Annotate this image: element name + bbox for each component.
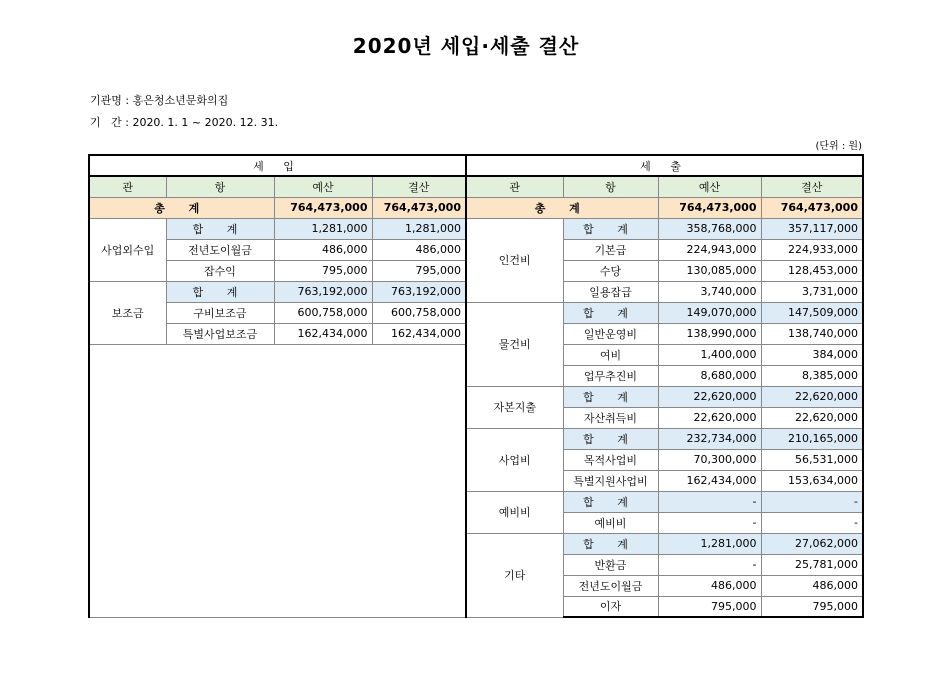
income-budget: 600,758,000 [274, 302, 372, 323]
expense-category: 예비비 [466, 491, 563, 533]
expense-total-budget: 764,473,000 [658, 197, 761, 218]
expense-budget: 486,000 [658, 575, 761, 596]
income-settled: 600,758,000 [372, 302, 466, 323]
income-empty-area [89, 344, 466, 617]
expense-item: 이자 [563, 596, 658, 617]
expense-total-label: 총 계 [466, 197, 658, 218]
income-settled: 1,281,000 [372, 218, 466, 239]
income-item: 합 계 [166, 218, 274, 239]
page-title: 2020년 세입·세출 결산 [352, 34, 580, 58]
expense-column-header: 예산 [658, 176, 761, 197]
income-item: 잡수익 [166, 260, 274, 281]
expense-item: 전년도이월금 [563, 575, 658, 596]
expense-settled: 25,781,000 [761, 554, 863, 575]
expense-budget: 224,943,000 [658, 239, 761, 260]
income-total-settled: 764,473,000 [372, 197, 466, 218]
expense-total-settled: 764,473,000 [761, 197, 863, 218]
income-budget: 1,281,000 [274, 218, 372, 239]
expense-settled: - [761, 491, 863, 512]
income-category: 사업외수입 [89, 218, 166, 281]
expense-item: 합 계 [563, 386, 658, 407]
expense-budget: 232,734,000 [658, 428, 761, 449]
expense-budget: - [658, 512, 761, 533]
income-column-header: 항 [166, 176, 274, 197]
expense-item: 일용잡급 [563, 281, 658, 302]
expense-settled: 357,117,000 [761, 218, 863, 239]
expense-item: 합 계 [563, 533, 658, 554]
unit-label: (단위 : 원) [815, 141, 862, 152]
expense-settled: 224,933,000 [761, 239, 863, 260]
expense-category: 물건비 [466, 302, 563, 386]
expense-settled: - [761, 512, 863, 533]
expense-budget: 358,768,000 [658, 218, 761, 239]
expense-item: 업무추진비 [563, 365, 658, 386]
expense-item: 수당 [563, 260, 658, 281]
expense-budget: 3,740,000 [658, 281, 761, 302]
expense-item: 자산취득비 [563, 407, 658, 428]
income-column-header: 결산 [372, 176, 466, 197]
income-item: 구비보조금 [166, 302, 274, 323]
expense-settled: 384,000 [761, 344, 863, 365]
expense-budget: - [658, 491, 761, 512]
income-column-header: 예산 [274, 176, 372, 197]
expense-budget: 8,680,000 [658, 365, 761, 386]
expense-settled: 486,000 [761, 575, 863, 596]
income-settled: 162,434,000 [372, 323, 466, 344]
expense-budget: 138,990,000 [658, 323, 761, 344]
period-text: 기 간 : 2020. 1. 1 ~ 2020. 12. 31. [90, 116, 279, 129]
expense-category: 자본지출 [466, 386, 563, 428]
expense-settled: 27,062,000 [761, 533, 863, 554]
expense-budget: 1,281,000 [658, 533, 761, 554]
expense-category: 인건비 [466, 218, 563, 302]
expense-settled: 22,620,000 [761, 386, 863, 407]
income-settled: 486,000 [372, 239, 466, 260]
expense-item: 일반운영비 [563, 323, 658, 344]
expense-item: 여비 [563, 344, 658, 365]
income-column-header: 관 [89, 176, 166, 197]
expense-item: 합 계 [563, 491, 658, 512]
expense-budget: 22,620,000 [658, 386, 761, 407]
income-total-budget: 764,473,000 [274, 197, 372, 218]
expense-settled: 128,453,000 [761, 260, 863, 281]
expense-category: 기타 [466, 533, 563, 617]
expense-settled: 795,000 [761, 596, 863, 617]
settlement-table [88, 154, 864, 618]
income-budget: 162,434,000 [274, 323, 372, 344]
income-item: 합 계 [166, 281, 274, 302]
expense-settled: 153,634,000 [761, 470, 863, 491]
income-total-label: 총 계 [89, 197, 274, 218]
expense-settled: 56,531,000 [761, 449, 863, 470]
expense-column-header: 항 [563, 176, 658, 197]
expense-column-header: 결산 [761, 176, 863, 197]
expense-column-header: 관 [466, 176, 563, 197]
income-item: 전년도이월금 [166, 239, 274, 260]
income-budget: 795,000 [274, 260, 372, 281]
expense-budget: 795,000 [658, 596, 761, 617]
income-budget: 763,192,000 [274, 281, 372, 302]
expense-settled: 22,620,000 [761, 407, 863, 428]
expense-budget: 149,070,000 [658, 302, 761, 323]
income-category: 보조금 [89, 281, 166, 344]
income-budget: 486,000 [274, 239, 372, 260]
expense-budget: 22,620,000 [658, 407, 761, 428]
expense-category: 사업비 [466, 428, 563, 491]
expense-item: 반환금 [563, 554, 658, 575]
expense-item: 합 계 [563, 428, 658, 449]
expense-budget: 1,400,000 [658, 344, 761, 365]
income-settled: 763,192,000 [372, 281, 466, 302]
income-section-header: 세 입 [89, 155, 466, 176]
expense-item: 목적사업비 [563, 449, 658, 470]
expense-item: 기본급 [563, 239, 658, 260]
expense-budget: 162,434,000 [658, 470, 761, 491]
expense-section-header: 세 출 [466, 155, 863, 176]
organization-name: 기관명 : 홍은청소년문화의집 [90, 94, 229, 107]
expense-item: 예비비 [563, 512, 658, 533]
expense-item: 합 계 [563, 302, 658, 323]
expense-settled: 138,740,000 [761, 323, 863, 344]
expense-budget: - [658, 554, 761, 575]
expense-settled: 8,385,000 [761, 365, 863, 386]
expense-item: 합 계 [563, 218, 658, 239]
income-settled: 795,000 [372, 260, 466, 281]
income-item: 특별사업보조금 [166, 323, 274, 344]
expense-settled: 210,165,000 [761, 428, 863, 449]
expense-budget: 70,300,000 [658, 449, 761, 470]
expense-budget: 130,085,000 [658, 260, 761, 281]
expense-settled: 3,731,000 [761, 281, 863, 302]
expense-item: 특별지원사업비 [563, 470, 658, 491]
expense-settled: 147,509,000 [761, 302, 863, 323]
